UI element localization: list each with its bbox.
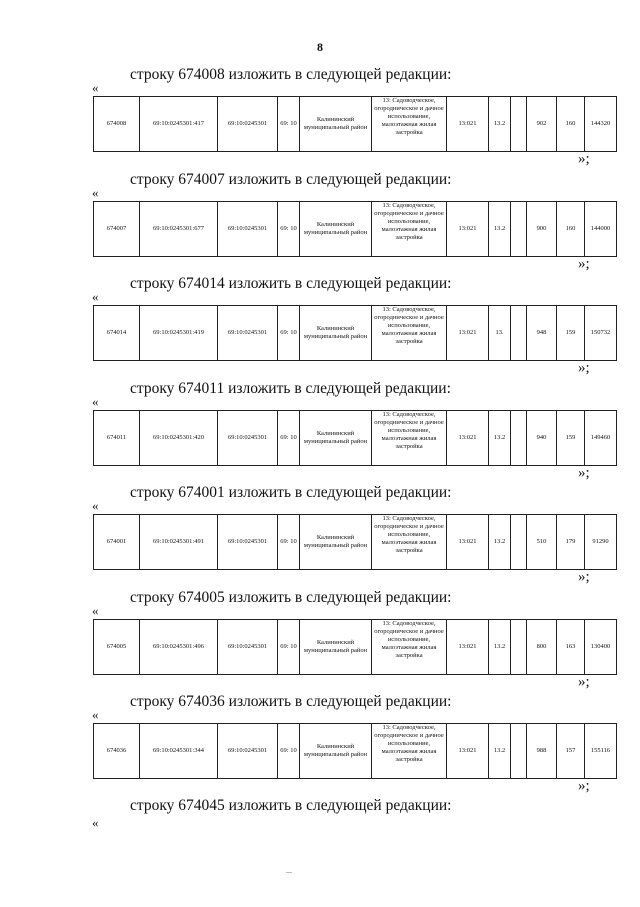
cadastral-number-cell: 69:10:0245301:677 — [140, 201, 218, 256]
land-use-cell: 13: Садоводческое, огородническое и дачное использование, малоэтажная жилая застройка — [372, 201, 447, 256]
closing-quote: »; — [578, 464, 590, 481]
value-cell: 13.2 — [489, 515, 511, 570]
district-code-cell: 69: 10 — [278, 97, 300, 152]
cadastral-quarter-cell: 69:10:0245301 — [218, 724, 278, 779]
area-cell: 900 — [527, 201, 557, 256]
cadastral-value-cell: 150732 — [585, 306, 617, 361]
land-use-code-cell: 13:021 — [447, 515, 489, 570]
table-row — [94, 515, 617, 570]
cadastral-value-cell: 91290 — [585, 515, 617, 570]
amendment-block — [0, 171, 640, 281]
empty-cell — [511, 97, 527, 152]
closing-quote: »; — [578, 255, 590, 272]
cadastral-quarter-cell: 69:10:0245301 — [218, 201, 278, 256]
value-cell: 13.2 — [489, 410, 511, 465]
table-row — [94, 410, 617, 465]
cadastral-value-cell: 144320 — [585, 97, 617, 152]
scan-mark — [286, 872, 292, 873]
closing-quote: »; — [578, 569, 590, 585]
cadastral-quarter-cell: 69:10:0245301 — [218, 306, 278, 361]
value-cell: 13.2 — [489, 619, 511, 674]
amendment-block — [0, 589, 640, 699]
land-use-cell: 13: Садоводческое, огородническое и дачное использование, малоэтажная жилая застройка — [372, 515, 447, 570]
land-use-code-cell: 13:021 — [447, 201, 489, 256]
district-code-cell: 69: 10 — [278, 410, 300, 465]
closing-quote: »; — [578, 673, 590, 690]
district-name-cell: Калининский муниципальный район — [300, 619, 372, 674]
closing-quote: »; — [578, 151, 590, 167]
cadastral-number-cell: 69:10:0245301:419 — [140, 306, 218, 361]
amendment-heading: строку 674036 изложить в следующей редакции: — [130, 693, 452, 710]
table-row — [94, 306, 617, 361]
code-cell: 674005 — [94, 619, 140, 674]
district-name-cell: Калининский муниципальный район — [300, 306, 372, 361]
value-cell: 13.2 — [489, 201, 511, 256]
land-use-cell: 13: Садоводческое, огородническое и дачное использование, малоэтажная жилая застройка — [372, 619, 447, 674]
table-row — [94, 201, 617, 256]
land-use-cell: 13: Садоводческое, огородническое и дачное использование, малоэтажная жилая застройка — [372, 306, 447, 361]
area-cell: 902 — [527, 97, 557, 152]
code-cell: 674036 — [94, 724, 140, 779]
empty-cell — [511, 410, 527, 465]
rate-cell: 159 — [557, 410, 585, 465]
amendment-heading: строку 674005 изложить в следующей редакции: — [130, 588, 452, 606]
area-cell: 800 — [527, 619, 557, 674]
cadastral-number-cell: 69:10:0245301:417 — [140, 97, 218, 152]
cadastral-number-cell: 69:10:0245301:420 — [140, 410, 218, 465]
cadastral-value-cell: 149460 — [585, 410, 617, 465]
district-code-cell: 69: 10 — [278, 306, 300, 361]
rate-cell: 160 — [557, 97, 585, 152]
register-row-table — [93, 619, 617, 675]
land-use-cell: 13: Садоводческое, огородническое и дачное использование, малоэтажная жилая застройка — [372, 97, 447, 152]
rate-cell: 179 — [557, 515, 585, 570]
cadastral-number-cell: 69:10:0245301:496 — [140, 619, 218, 674]
cadastral-quarter-cell: 69:10:0245301 — [218, 97, 278, 152]
amendment-heading: строку 674014 изложить в следующей редакции: — [130, 275, 452, 292]
district-code-cell: 69: 10 — [278, 201, 300, 256]
opening-quote: « — [92, 707, 99, 722]
district-code-cell: 69: 10 — [278, 724, 300, 779]
final-amendment — [0, 797, 640, 907]
area-cell: 940 — [527, 410, 557, 465]
district-name-cell: Калининский муниципальный район — [300, 97, 372, 152]
district-name-cell: Калининский муниципальный район — [300, 410, 372, 465]
amendment-block — [0, 484, 640, 594]
empty-cell — [511, 619, 527, 674]
code-cell: 674007 — [94, 201, 140, 256]
opening-quote: « — [92, 184, 99, 200]
code-cell: 674001 — [94, 515, 140, 570]
opening-quote: « — [92, 498, 99, 513]
empty-cell — [511, 201, 527, 256]
register-row-table — [93, 96, 617, 152]
register-row-table — [93, 723, 617, 779]
rate-cell: 159 — [557, 306, 585, 361]
table-row — [94, 97, 617, 152]
rate-cell: 160 — [557, 201, 585, 256]
table-row — [94, 724, 617, 779]
district-code-cell: 69: 10 — [278, 619, 300, 674]
land-use-code-cell: 13:021 — [447, 410, 489, 465]
land-use-code-cell: 13:021 — [447, 306, 489, 361]
area-cell: 510 — [527, 515, 557, 570]
cadastral-value-cell: 155116 — [585, 724, 617, 779]
closing-quote: »; — [578, 778, 590, 794]
cadastral-value-cell: 144000 — [585, 201, 617, 256]
code-cell: 674011 — [94, 410, 140, 465]
empty-cell — [511, 724, 527, 779]
amendment-heading: строку 674008 изложить в следующей редакции: — [130, 66, 452, 83]
amendment-block — [0, 66, 640, 176]
cadastral-quarter-cell: 69:10:0245301 — [218, 515, 278, 570]
land-use-cell: 13: Садоводческое, огородническое и дачное использование, малоэтажная жилая застройка — [372, 410, 447, 465]
opening-quote: « — [92, 289, 99, 304]
code-cell: 674014 — [94, 306, 140, 361]
land-use-code-cell: 13:021 — [447, 619, 489, 674]
opening-quote: « — [92, 80, 99, 95]
district-name-cell: Калининский муниципальный район — [300, 201, 372, 256]
amendment-heading: строку 674045 изложить в следующей редакции: — [130, 797, 452, 814]
district-name-cell: Калининский муниципальный район — [300, 724, 372, 779]
code-cell: 674008 — [94, 97, 140, 152]
register-row-table — [93, 514, 617, 570]
amendment-block — [0, 380, 640, 490]
amendment-block — [0, 693, 640, 803]
cadastral-quarter-cell: 69:10:0245301 — [218, 410, 278, 465]
cadastral-number-cell: 69:10:0245301:344 — [140, 724, 218, 779]
cadastral-value-cell: 130400 — [585, 619, 617, 674]
register-row-table — [93, 305, 617, 361]
land-use-cell: 13: Садоводческое, огородническое и дачное использование, малоэтажная жилая застройка — [372, 724, 447, 779]
opening-quote: « — [92, 602, 99, 618]
land-use-code-cell: 13:021 — [447, 724, 489, 779]
register-row-table — [93, 201, 617, 257]
rate-cell: 163 — [557, 619, 585, 674]
opening-quote: « — [92, 815, 99, 830]
empty-cell — [511, 515, 527, 570]
value-cell: 13.2 — [489, 724, 511, 779]
opening-quote: « — [92, 393, 99, 409]
amendment-heading: строку 674011 изложить в следующей редакции: — [130, 379, 451, 397]
land-use-code-cell: 13:021 — [447, 97, 489, 152]
cadastral-quarter-cell: 69:10:0245301 — [218, 619, 278, 674]
page-number: 8 — [317, 40, 323, 54]
amendment-block — [0, 275, 640, 385]
closing-quote: »; — [578, 360, 590, 376]
district-name-cell: Калининский муниципальный район — [300, 515, 372, 570]
cadastral-number-cell: 69:10:0245301:491 — [140, 515, 218, 570]
amendment-heading: строку 674007 изложить в следующей редакции: — [130, 170, 452, 188]
value-cell: 13.2 — [489, 97, 511, 152]
area-cell: 948 — [527, 306, 557, 361]
district-code-cell: 69: 10 — [278, 515, 300, 570]
rate-cell: 157 — [557, 724, 585, 779]
area-cell: 988 — [527, 724, 557, 779]
table-row — [94, 619, 617, 674]
empty-cell — [511, 306, 527, 361]
register-row-table — [93, 410, 617, 466]
amendment-heading: строку 674001 изложить в следующей редакции: — [130, 484, 452, 501]
value-cell: 13. — [489, 306, 511, 361]
